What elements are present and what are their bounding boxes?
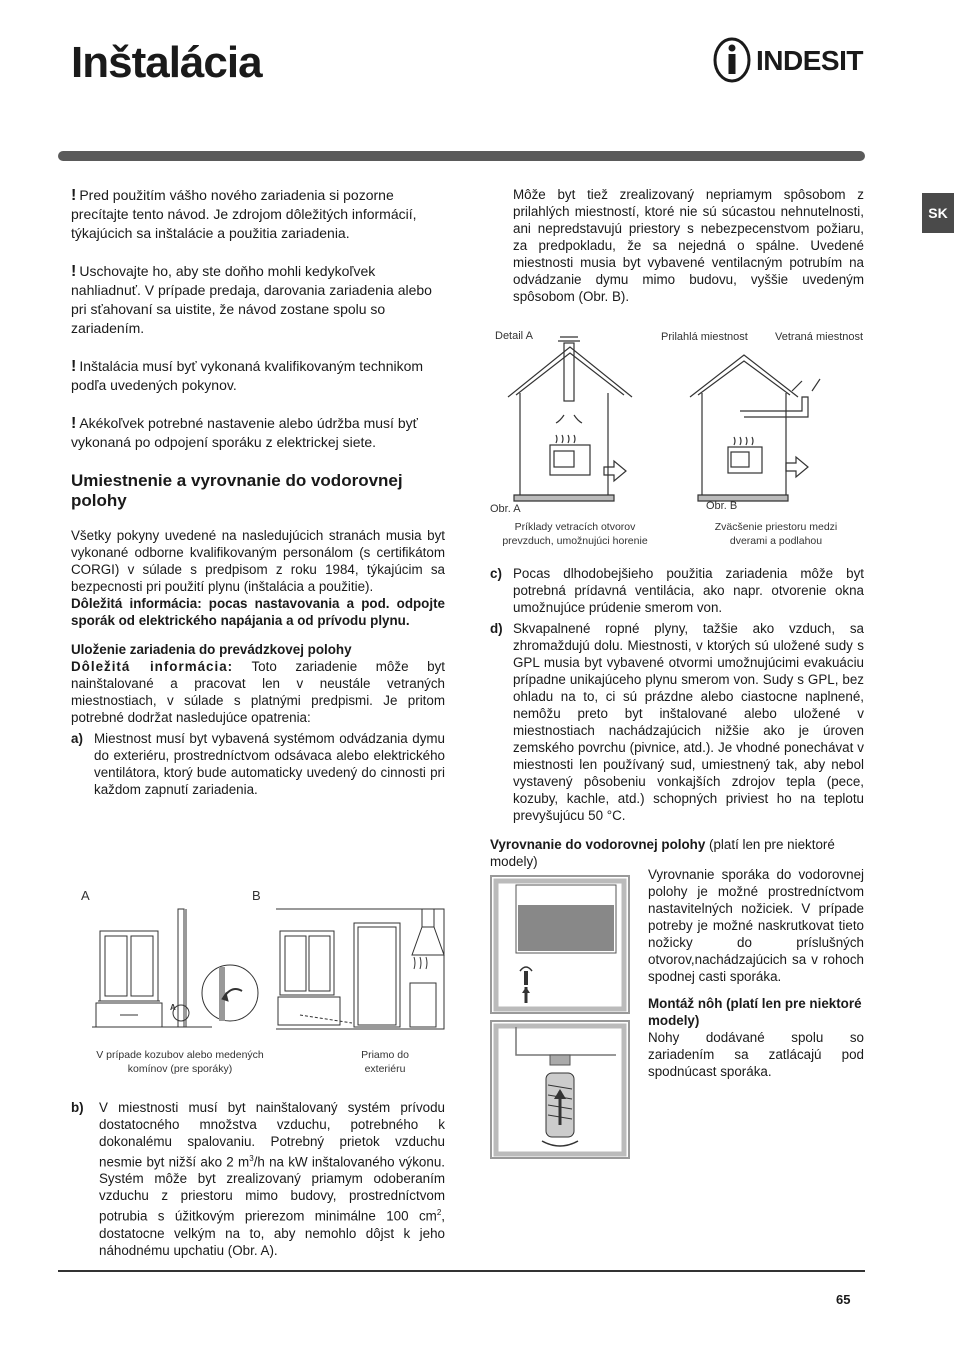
section-heading: Umiestnenie a vyrovnanie do vodorovnej polohy (71, 471, 403, 510)
figure-label-b: B (252, 888, 261, 903)
brand-name: INDESIT (756, 45, 863, 76)
brand-logo (712, 36, 872, 84)
obr-a-label: Obr. A (490, 503, 521, 515)
caption-a: V prípade kozubov alebo medených komínov (pre sporáky) (96, 1049, 264, 1075)
right-column-top (490, 186, 864, 305)
intro-paragraph: Všetky pokyny uvedené na nasledujúcich stranách musia byt vykonané odborne kvalifikovaným personálom (s certifikátom CORGI) v súlade s predpisom z roku 1984, týkajúcim sa bezpecnosti pri použití plynu (inštalácia a použitie). (71, 528, 445, 594)
footer-divider (58, 1270, 865, 1272)
list-item-a: a) Miestnost musí byt vybavená systémom odvádzania dymu do exteriéru, prostredníctvom odsávaca alebo elektrického ventilátora, ktorý bude automaticky uvedený do cinnosti pri každom zapnutí zariadenia. (71, 731, 445, 797)
page-title: Inštalácia (71, 38, 262, 87)
warning-2: ! Uschovajte ho, aby ste doňho mohli kedykoľvek nahliadnuť. V prípade predaja, darovania zariadenia alebo pri sťahovaní sa uistite, že návod zostane spolu so zariadením. (71, 263, 432, 336)
placement-paragraph: Dôležitá informácia: Toto zariadenie môže byt nainštalované a pracovat len v neustále vetraných miestnostiach, v súlade s platnými predpismi. Je pritom potrebné dodržat nasledujúce opatrenia: (71, 659, 445, 725)
header-divider (58, 151, 865, 161)
leveling-heading: Vyrovnanie do vodorovnej polohy (platí len pre niektoré modely) (490, 837, 835, 869)
important-note: Dôležitá informácia: pocas nastavovania a pod. odpojte sporák od elektrického napájania a od prívodu plynu. (71, 596, 445, 628)
detail-a-label: Detail A (495, 330, 533, 342)
obr-b-label: Obr. B (706, 500, 738, 512)
list-item-b-wrap (71, 1095, 445, 1259)
figure-label-a: A (81, 888, 90, 903)
prilahla-label: Prilahlá miestnost (661, 331, 748, 343)
warning-mark: ! (71, 415, 77, 432)
warning-mark: ! (71, 358, 77, 375)
caption-obr-a: Príklady vetracích otvorov prevzduch, umožnujúci horenie (502, 521, 648, 547)
figure-small-a: A (170, 1003, 176, 1012)
warning-1: ! Pred použitím vášho nového zariadenia si pozorne precítajte tento návod. Je zdrojom dôležitých informácií, týkajúcich sa inštalácie a použitia zariadenia. (71, 187, 417, 241)
list-item-d: d) Skvapalnené ropné plyny, tažšie ako vzduch, sa zhromaždujú dolu. Miestnosti, v ktorých sú uložené sudy s GPL musia byt vybavené otvormi umožnujúcimi evakuáciu prípadne unikajúceho plynu smerom von. Sudy s GPL, bez ohladu na to, ci sú prázdne alebo ciastocne naplnené, nemôžu preto byt inštalované alebo uložené v miestnostiach nachádzajúcich nižšie ako je úroven zemského povrchu (pivnice, atd.). Je vhodné ponechávat v miestnosti len používaný sud, umiestnený tak, aby nebol vystavený pôsobeniu vonkajších zdrojov tepla (pece, kozuby, kachle, atd.) schopných priviest ho na teplotu prevyšujúcu 50 °C. (490, 621, 864, 823)
brand-logo-icon (712, 36, 756, 84)
warning-mark: ! (71, 263, 77, 280)
ventilation-houses-figure (490, 335, 870, 505)
list-item-b: b) V miestnosti musí byt nainštalovaný systém prívodu dostatocného množstva vzduchu, potrebného k dokonalému spalovaniu. Potrebný prietok vzduchu nesmie byt nižší ako 2 $m^3/h$ na kW inštalovaného výkonu. Systém môže byt zrealizovaný priamym odoberaním vzduchu z priestoru mimo budovy, prostredníctvom potrubia s úžitkovým prierezom minimálne 100 $cm^2$, dostatocne velkým na to, aby nemohlo dôjst k jeho náhodnému upchatiu (Obr. A). (71, 1100, 445, 1258)
right-column-bottom (648, 866, 864, 1080)
right-column-mid (490, 561, 864, 870)
list-item-c: c) Pocas dlhodobejšieho použitia zariadenia môže byt potrebná prídavná ventilácia, ako napr. otvorenie okna umožnujúce prúdenie smerom von. (490, 566, 864, 615)
warning-3: ! Inštalácia musí byť vykonaná kvalifikovaným technikom podľa uvedených pokynov. (71, 358, 424, 393)
continuation-paragraph: Môže byt tiež zrealizovaný nepriamym spôsobom z prilahlých miestností, ktoré nie sú súcastou nehnutelnosti, ani nepredstavujú priestory s nebezpecenstvom požiaru, za predpokladu, že sa nejedná o spálne. Uvedené miestnosti musia byt vybavené ventilacným potrubím na odvádzanie dymu mimo budovu, vyššie uvedeným spôsobom (Obr. B). (513, 187, 864, 304)
leveling-figure (490, 875, 632, 1161)
vetrana-label: Vetraná miestnost (775, 331, 864, 343)
left-column (71, 186, 445, 798)
ventilation-figure-ab (92, 905, 452, 1035)
warning-4: ! Akékoľvek potrebné nastavenie alebo údržba musí byť vykonaná po odpojení sporáku z elektrickej siete. (71, 415, 418, 450)
feet-heading: Montáž nôh (platí len pre niektoré modely) (648, 996, 862, 1028)
warning-mark: ! (71, 187, 77, 204)
placement-heading: Uloženie zariadenia do prevádzkovej polohy (71, 642, 352, 657)
language-tab: SK (922, 193, 954, 233)
leveling-paragraph: Vyrovnanie sporáka do vodorovnej polohy je možné prostredníctvom nastavitelných nožiciek. V prípade potreby je možné naskrutkovat tieto nožicky do príslušných otvorov,nachádzajúcich sa v rohoch spodnej casti sporáka. (648, 867, 864, 984)
page-number: 65 (836, 1292, 851, 1307)
caption-obr-b: Zväcšenie priestoru medzi dverami a podlahou (714, 521, 838, 547)
caption-b: Priamo do exteriéru (361, 1049, 409, 1075)
feet-paragraph: Nohy dodávané spolu so zariadením sa zatlácajú pod spodnúcast sporáka. (648, 1030, 864, 1079)
